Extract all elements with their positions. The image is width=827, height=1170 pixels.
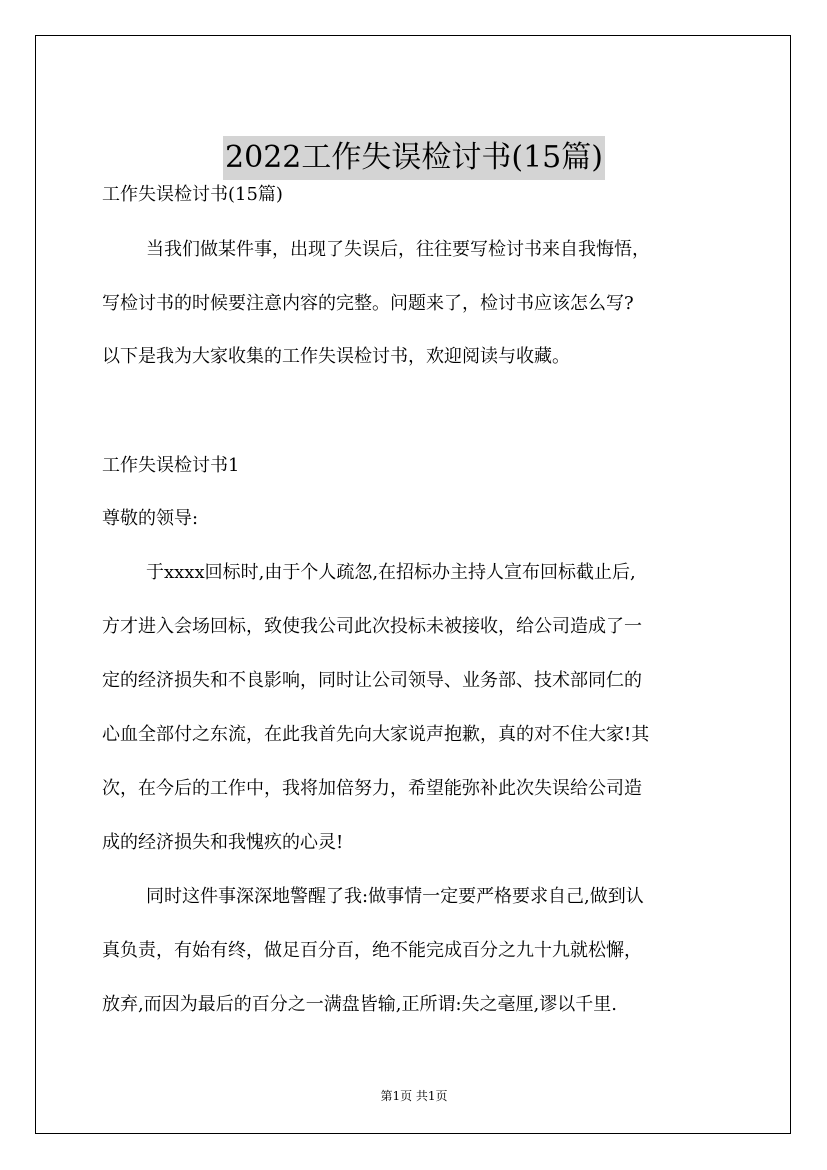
salutation: 尊敬的领导: (102, 508, 199, 529)
intro-line-3: 以下是我为大家收集的工作失误检讨书，欢迎阅读与收藏。 (102, 346, 570, 367)
title-wrapper (36, 136, 792, 180)
para2-line-1: 同时这件事深深地警醒了我:做事情一定要严格要求自己,做到认 (146, 886, 644, 907)
para1-line-3: 定的经济损失和不良影响，同时让公司领导、业务部、技术部同仁的 (102, 670, 642, 691)
para1-line-5: 次，在今后的工作中，我将加倍努力，希望能弥补此次失误给公司造 (102, 778, 642, 799)
intro-line-1: 当我们做某件事，出现了失误后，往往要写检讨书来自我悔悟， (146, 239, 650, 260)
para1-line-1: 于xxxx回标时,由于个人疏忽,在招标办主持人宣布回标截止后, (146, 562, 636, 583)
document-page (35, 35, 791, 1134)
page-footer: 第1页 共1页 (380, 1089, 448, 1103)
para1-line-2: 方才进入会场回标，致使我公司此次投标未被接收，给公司造成了一 (102, 616, 642, 637)
para1-line-6: 成的经济损失和我愧疚的心灵! (102, 832, 344, 853)
document-subtitle: 工作失误检讨书(15篇) (102, 184, 283, 205)
para1-line-4: 心血全部付之东流，在此我首先向大家说声抱歉，真的对不住大家!其 (102, 724, 650, 745)
document-title: 2022工作失误检讨书(15篇) (223, 136, 605, 180)
intro-line-2: 写检讨书的时候要注意内容的完整。问题来了，检讨书应该怎么写? (102, 293, 634, 314)
section-heading: 工作失误检讨书1 (102, 455, 240, 476)
para2-line-2: 真负责，有始有终，做足百分百，绝不能完成百分之九十九就松懈， (102, 940, 642, 961)
para2-line-3: 放弃,而因为最后的百分之一满盘皆输,正所谓:失之毫厘,谬以千里. (102, 994, 617, 1015)
